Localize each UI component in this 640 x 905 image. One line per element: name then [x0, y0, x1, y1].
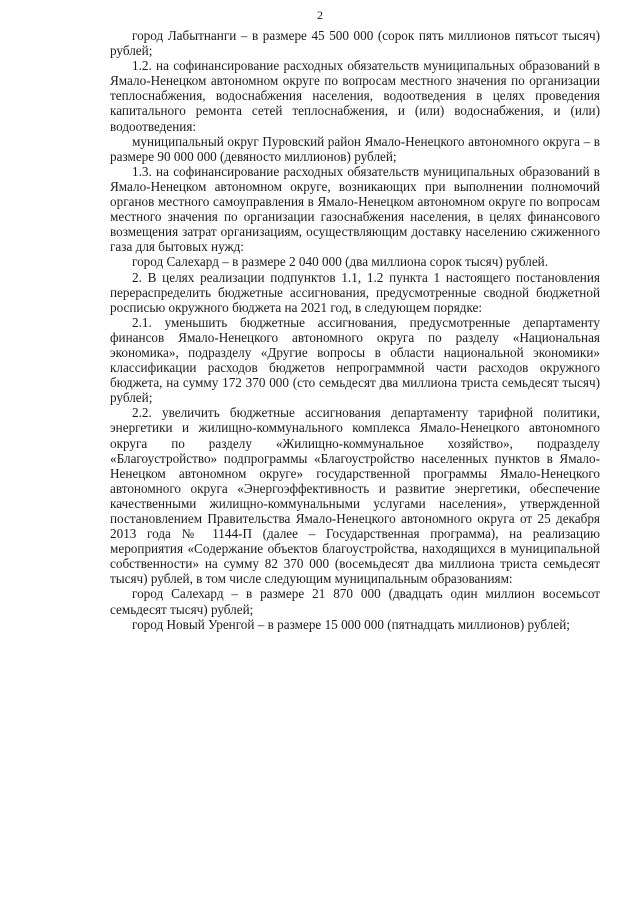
paragraph-salekhard-allocation: город Салехард – в размере 21 870 000 (двадцать один миллион восемьсот семьдесят тысяч) рублей; — [110, 586, 600, 617]
paragraph-labytnangi-allocation: город Лабытнанги – в размере 45 500 000 (сорок пять миллионов пятьсот тысяч) рублей; — [110, 28, 600, 59]
page-number: 2 — [317, 8, 323, 22]
paragraph-2-2-increase: 2.2. увеличить бюджетные ассигнования департаменту тарифной политики, энергетики и жилищно-коммунального комплекса Ямало-Ненецкого автономного округа по разделу «Жилищно-коммунальное хозяйство», подразделу «Благоустройство» подпрограммы «Благоустройство населенных пунктов в Ямало-Ненецком автономном округе» государственной программы Ямало-Ненецкого автономного округа «Энергоэффективность и развитие энергетики, обеспечение качественными жилищно-коммунальными услугами населения», утвержденной постановлением Правительства Ямало-Ненецкого автономного округа от 25 декабря 2013 года № 1144-П (далее – Государственная программа), на реализацию мероприятия «Содержание объектов благоустройства, находящихся в муниципальной собственности» на сумму 82 370 000 (восемьдесят два миллиона триста семьдесят тысяч) рублей, в том числе следующим муниципальным образованиям: — [110, 405, 600, 587]
paragraph-novy-urengoy-allocation: город Новый Уренгой – в размере 15 000 000 (пятнадцать миллионов) рублей; — [132, 616, 570, 632]
paragraph-1-3-gas-supply: 1.3. на софинансирование расходных обязательств муниципальных образований в Ямало-Ненецком автономном округе, возникающих при выполнении полномочий органов местного самоуправления в Ямало-Ненецком автономном округе по вопросам местного значения по организации газоснабжения населения, в целях финансового возмещения затрат организациям, осуществляющим доставку населению сжиженного газа для бытовых нужд: — [110, 163, 600, 255]
document-body — [110, 28, 600, 632]
paragraph-purovsky-allocation: муниципальный округ Пуровский район Ямало-Ненецкого автономного округа – в размере 90 000 000 (девяносто миллионов) рублей; — [110, 133, 600, 164]
paragraph-2-1-decrease: 2.1. уменьшить бюджетные ассигнования, предусмотренные департаменту финансов Ямало-Ненецкого автономного округа по разделу «Национальная экономика», подразделу «Другие вопросы в области национальной экономики» классификации расходов бюджетов непрограммной части расходов окружного бюджета, на сумму 172 370 000 (сто семьдесят два миллиона триста семьдесят тысяч) рублей; — [110, 314, 600, 406]
paragraph-1-2-heat-water-supply: 1.2. на софинансирование расходных обязательств муниципальных образований в Ямало-Ненецком автономном округе по вопросам местного значения по организации теплоснабжения, водоснабжения населения, водоотведения в целях проведения капитального ремонта сетей теплоснабжения, и (или) водоснабжения, и (или) водоотведения: — [110, 58, 600, 134]
paragraph-2-redistribution: 2. В целях реализации подпунктов 1.1, 1.2 пункта 1 настоящего постановления перераспределить бюджетные ассигнования, предусмотренные сводной бюджетной росписью окружного бюджета на 2021 год, в следующем порядке: — [110, 269, 600, 315]
paragraph-salekhard-gas-allocation: город Салехард – в размере 2 040 000 (два миллиона сорок тысяч) рублей. — [132, 254, 549, 270]
